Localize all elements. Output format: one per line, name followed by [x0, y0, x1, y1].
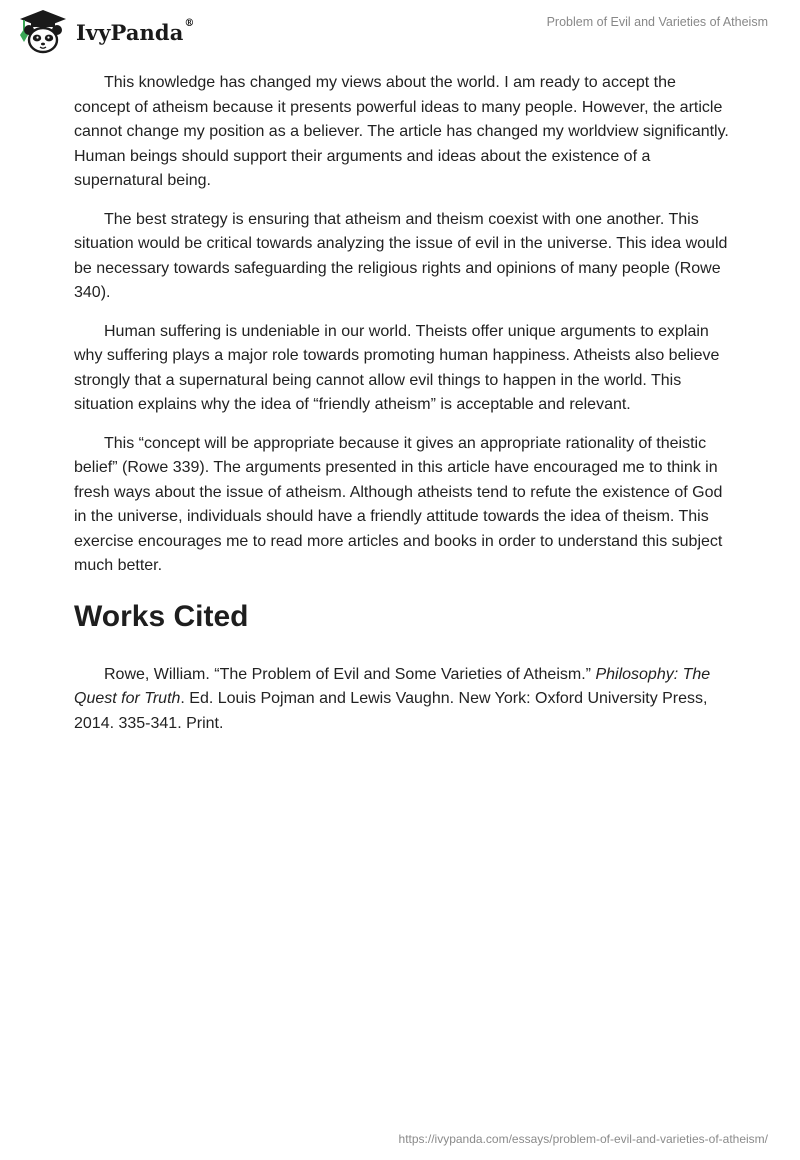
body-paragraph: Human suffering is undeniable in our world. Theists offer unique arguments to explain why suffering plays a major role towards promoting human happiness. Atheists also believe strongly that a supernatural being cannot allow evil things to happen in the world. This situation explains why the idea of “friendly atheism” is acceptable and relevant. [74, 322, 720, 413]
registered-mark: ® [184, 17, 195, 29]
ivypanda-logo[interactable] [14, 8, 195, 56]
panda-graduate-icon [14, 8, 72, 56]
citation-publication: . Ed. Louis Pojman and Lewis Vaughn. New York: Oxford University Press, 2014. 335-341. Print. [74, 690, 708, 732]
document-title: Problem of Evil and Varieties of Atheism [546, 15, 768, 29]
works-cited-heading: Works Cited [74, 599, 249, 633]
page-header [0, 0, 800, 60]
body-paragraph: This knowledge has changed my views about the world. I am ready to accept the concept of atheism because it presents powerful ideas to many people. However, the article cannot change my position as a believer. The article has changed my worldview significantly. Human beings should support their arguments and ideas about the existence of a supernatural being. [74, 74, 729, 189]
brand-name-text: IvyPanda [76, 19, 184, 45]
citation-entry [74, 663, 734, 737]
source-url[interactable]: https://ivypanda.com/essays/problem-of-evil-and-varieties-of-atheism/ [398, 1132, 768, 1146]
body-paragraph: This “concept will be appropriate because it gives an appropriate rationality of theistic belief” (Rowe 339). The arguments presented in this article have encouraged me to think in fresh ways about the issue of atheism. Although atheists tend to refute the existence of God in the universe, individuals should have a friendly attitude towards the idea of theism. This exercise encourages me to read more articles and books in order to understand this subject much better. [74, 434, 723, 574]
citation-author-title: Rowe, William. “The Problem of Evil and Some Varieties of Atheism.” [104, 665, 596, 683]
essay-content [74, 71, 734, 736]
brand-name [76, 17, 195, 45]
citation-book-title: Philosophy: The Quest for Truth [74, 665, 711, 707]
body-paragraph: The best strategy is ensuring that atheism and theism coexist with one another. This situation would be critical towards analyzing the issue of evil in the universe. This idea would be necessary towards safeguarding the religious rights and opinions of many people (Rowe 340). [74, 210, 728, 301]
